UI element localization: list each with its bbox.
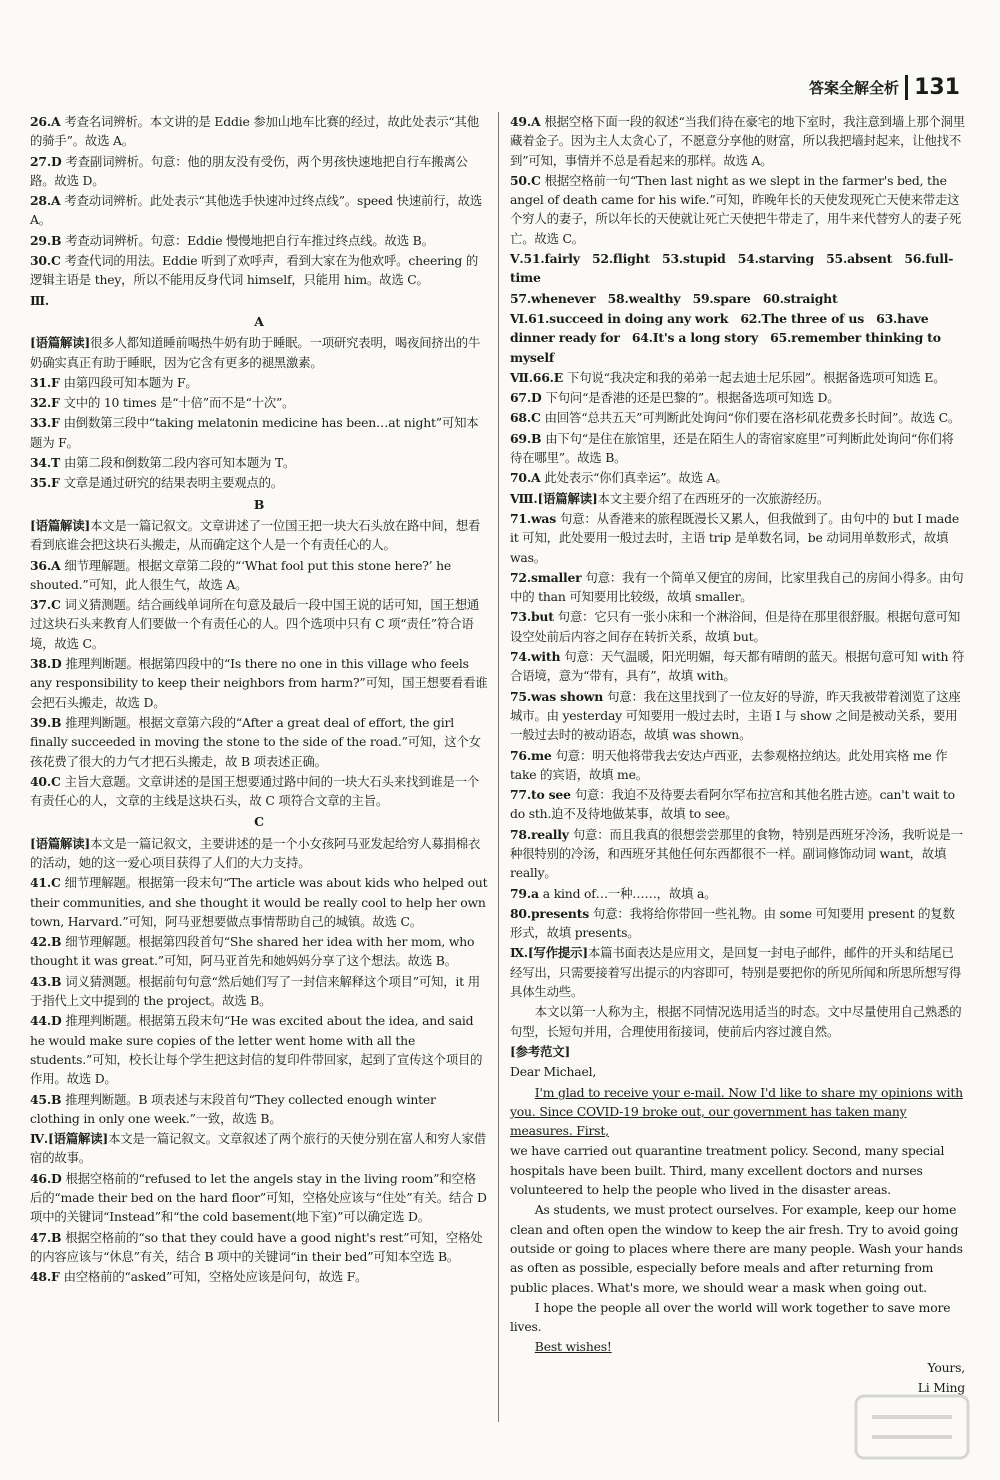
question-number: 37.C: [30, 597, 61, 613]
answer-entry: [30, 713, 488, 771]
passage-label: A: [254, 313, 264, 329]
answer-entry: [30, 873, 488, 931]
question-number: 47.B: [30, 1229, 62, 1245]
answer-entry: [510, 746, 965, 785]
question-number: 38.D: [30, 656, 62, 672]
answer-entry: [510, 509, 965, 567]
answer-entry: [30, 191, 488, 230]
summary-tag: [语篇解读]: [30, 517, 91, 533]
question-number: Ⅶ.66.E: [510, 369, 564, 385]
answer-explanation: 句意：天气温暖，阳光明媚，每天都有晴朗的蓝天。根据句意可知 with 符合语境，意为“带有，具有”，故填 with。: [510, 649, 965, 684]
answer-explanation: 由回答“总共五天”可判断此处询问“你们要在洛杉矶花费多长时间”。故选 C。: [544, 410, 961, 426]
answer-explanation: 根据空格前的“so that they could have a good night's rest”可知，空格处的内容应该与“休息”有关，结合 B 项中的关键词“in their bed”可知本空选 B。: [30, 1229, 483, 1264]
answer-explanation: 句意：我将给你带回一些礼物。由 some 可知要用 present 的复数形式，故填 presents。: [510, 905, 955, 941]
page-number: 131: [905, 75, 960, 100]
question-number: 32.F: [30, 395, 60, 411]
answer-entry: [510, 607, 965, 646]
summary-text: 本文是一篇记叙文。文章讲述了一位国王把一块大石头放在路中间，想看看到底谁会把这块石头搬走，从而确定这个人是一个有责任心的人。: [30, 517, 481, 553]
question-number: 40.C: [30, 773, 61, 789]
answer-entry: [510, 884, 965, 903]
essay-paragraph: As students, we must protect ourselves. For example, keep our home clean and often open the window to keep the air fresh. Try to avoid going outside or going to places where there are many people. Wash your hands as often as possible, especially before meals and after returning from public places. What's more, we should wear a mask when going out.: [510, 1202, 963, 1295]
question-number: 35.F: [30, 475, 60, 491]
passage-summary: [510, 943, 965, 1001]
question-number: 67.D: [510, 390, 542, 406]
question-number: 75.was shown: [510, 688, 604, 704]
answer-entry: [30, 473, 488, 492]
answer-explanation: 由倒数第三段中“taking melatonin medicine has been…at night”可知本题为 F。: [30, 415, 479, 450]
answer-explanation: 考查代词的用法。Eddie 听到了欢呼声，看到大家在为他欢呼。cheering 的逻辑主语是 they，所以不能用反身代词 himself，只能用 him。故选 C。: [30, 253, 479, 288]
question-number: 72.smaller: [510, 569, 582, 585]
answer-entry: [30, 1011, 488, 1088]
answer-entry: [510, 647, 965, 686]
answer-entry: [30, 373, 488, 392]
answer-explanation: 由第二段和倒数第二段内容可知本题为 T。: [63, 455, 296, 471]
question-number: 41.C: [30, 875, 61, 891]
summary-text: 很多人都知道睡前喝热牛奶有助于睡眠。一项研究表明，喝夜间挤出的牛奶确实真正有助于睡眠，因为它含有更多的褪黑激素。: [30, 335, 481, 370]
answer-entry: [30, 231, 488, 250]
answer-entry: [510, 825, 965, 883]
answer-explanation: 由第四段可知本题为 F。: [63, 374, 198, 390]
answer-explanation: 推理判断题。B 项表述与末段首句“They collected enough winter clothing in only one week.”一致，故选 B。: [30, 1091, 436, 1126]
question-number: 45.B: [30, 1091, 62, 1107]
summary-tag: [语篇解读]: [30, 335, 91, 351]
answer-entry: [510, 171, 965, 248]
essay-closing: Best wishes!: [534, 1339, 612, 1355]
summary-text: 本文是一篇记叙文。文章叙述了两个旅行的天使分别在富人和穷人家借宿的故事。: [30, 1131, 486, 1166]
essay-paragraph: I'm glad to receive your e-mail. Now I'd like to share my opinions with you. Since COVID-19 broke out, our government has taken many measures. First,: [510, 1084, 963, 1139]
answer-entry: [30, 556, 488, 595]
question-number: 48.F: [30, 1269, 60, 1285]
section-line: [参考范文]: [510, 1043, 571, 1059]
summary-text: 本文是一篇记叙文，主要讲述的是一个小女孩阿马亚发起给穷人募捐棉衣的活动，她的这一爱心项目获得了人们的大力支持。: [30, 835, 481, 870]
answer-explanation: 推理判断题。根据第四段中的“Is there no one in this village who feels any responsibility to keep their neighbors from harm?”可知，国王想要看看谁会把石头搬走，故选 D。: [30, 656, 488, 710]
answer-explanation: 句意：而且我真的很想尝尝那里的食物，特别是西班牙冷汤，我听说是一种很特别的冷汤，和西班牙其他任何东西都很不一样。副词修饰动词 want，故填 really。: [510, 826, 963, 881]
question-number: 34.T: [30, 455, 60, 471]
answer-explanation: 细节理解题。根据第四段首句“She shared her idea with her mom, who thought it was great.”可知，阿马亚首先和她妈妈分享了这个想法。故选 B。: [30, 934, 475, 969]
question-number: 73.but: [510, 609, 554, 625]
question-number: 71.was: [510, 510, 557, 526]
question-number: 26.A: [30, 114, 61, 129]
answer-explanation: 根据空格前的“refused to let the angels stay in the living room”和空格后的“made their bed on the hard floor”可知，空格处应该与“住处”有关。结合 D 项中的关键词“Instead”和“the cold basement(地下室)”可以确定选 D。: [30, 1170, 487, 1225]
answer-explanation: 此处表示“你们真幸运”。故选 A。: [544, 470, 728, 486]
section-line: Ⅵ.61.succeed in doing any work 62.The three of us 63.have dinner ready for 64.It's a long story 65.remember thinking to myself: [510, 310, 941, 365]
answer-entry: [30, 1267, 488, 1286]
answer-explanation: a kind of…一种……，故填 a。: [542, 885, 717, 901]
passage-summary: [30, 834, 488, 873]
answer-explanation: 句意：我在这里找到了一位友好的导游，昨天我被带着浏览了这座城市。由 yesterday 可知要用一般过去时，主语 I 与 show 之间是被动关系，要用一般过去时的被动语态，故填 was shown。: [510, 688, 961, 743]
question-number: 28.A: [30, 193, 61, 209]
answer-entry: [30, 393, 488, 412]
summary-tag: Ⅷ.[语篇解读]: [510, 490, 598, 506]
answer-entry: [510, 785, 965, 824]
answer-explanation: 句意：我有一个简单又便宜的房间，比家里我自己的房间小得多。由句中的 than 可知要用比较级，故填 smaller。: [510, 569, 964, 605]
answer-explanation: 文中的 10 times 是“十倍”而不是“十次”。: [63, 395, 295, 411]
answer-entry: [30, 1228, 488, 1267]
answer-entry: [510, 112, 965, 170]
passage-label: C: [254, 814, 264, 830]
question-number: 70.A: [510, 470, 541, 486]
answer-explanation: 词义猜测题。结合画线单词所在句意及最后一段中国王说的话可知，国王想通过这块石头来教育人们要做一个有责任心的人。四个选项中只有 C 项“责任”符合语境，故选 C。: [30, 597, 480, 651]
section-line: Ⅴ.51.fairly 52.flight 53.stupid 54.starving 55.absent 56.full-time: [510, 251, 954, 286]
question-number: 31.F: [30, 374, 60, 390]
answer-entry: [30, 112, 488, 151]
answer-explanation: 词义猜测题。根据前句句意“然后她们写了一封信来解释这个项目”可知，it 用于指代上文中提到的 the project。故选 B。: [30, 973, 480, 1009]
summary-text: 本篇书面表达是应用文，是回复一封电子邮件，邮件的开头和结尾已经写出，只需要接着写出提示的内容即可，特别是要把你的所见所闻和所思所想写得具体生动些。: [510, 945, 962, 1000]
question-number: 46.D: [30, 1170, 62, 1186]
page-header: [809, 72, 960, 102]
watermark-logo: [852, 1392, 972, 1462]
question-number: 43.B: [30, 973, 62, 989]
section-line: 57.whenever 58.wealthy 59.spare 60.straight: [510, 290, 838, 306]
answer-entry: [510, 568, 965, 607]
passage-summary: [510, 489, 965, 508]
answer-explanation: 根据空格下面一段的叙述“当我们待在豪宅的地下室时，我注意到墙上那个洞里藏着金子。因为主人太贪心了，不愿意分享他的财富，所以我把墙封起来，让他找不到”可知，事情并不总是看起来的那样。故选 A。: [510, 114, 965, 168]
summary-tag: [语篇解读]: [30, 835, 91, 851]
answer-explanation: 由空格前的“asked”可知，空格处应该是问句，故选 F。: [63, 1269, 368, 1285]
passage-summary: [30, 516, 488, 555]
answer-explanation: 考查动词辨析。句意：Eddie 慢慢地把自行车推过终点线。故选 B。: [65, 232, 434, 248]
question-number: 68.C: [510, 410, 541, 426]
answer-entry: [30, 932, 488, 971]
writing-tip: 本文以第一人称为主，根据不同情况选用适当的时态。文中尽量使用自己熟悉的句型，长短句并用，合理使用衔接词，使前后内容过渡自然。: [510, 1004, 962, 1039]
answer-explanation: 推理判断题。根据第五段末句“He was excited about the idea, and said he would make sure copies of the letter went home with all the students.”可知，校长让每个学生把这封信的复印件带回家，起到了宣传这个项目的作用。故选 D。: [30, 1013, 483, 1087]
answer-explanation: 主旨大意题。文章讲述的是国王想要通过路中间的一块大石头来找到谁是一个有责任心的人，文章的主线是这块石头，故 C 项符合文章的主旨。: [30, 773, 480, 809]
question-number: 36.A: [30, 557, 61, 573]
question-number: 42.B: [30, 934, 62, 950]
answer-explanation: 下句说“我决定和我的弟弟一起去迪士尼乐园”。根据备选项可知选 E。: [567, 369, 946, 385]
answer-entry: [30, 1169, 488, 1227]
section-line: Ⅲ.: [30, 292, 50, 308]
question-number: 49.A: [510, 114, 541, 129]
header-title: 答案全解全析: [809, 78, 900, 97]
question-number: 74.with: [510, 649, 561, 665]
answer-explanation: 句意：它只有一张小床和一个淋浴间，但是待在那里很舒服。根据句意可知设空处前后内容之间存在转折关系，故填 but。: [510, 609, 961, 644]
answer-explanation: 文章是通过研究的结果表明主要观点的。: [63, 475, 283, 491]
answer-entry: [510, 904, 965, 943]
essay-paragraph: I hope the people all over the world will work together to save more lives.: [510, 1299, 951, 1335]
essay-signature: Yours,: [927, 1359, 965, 1375]
answer-entry: [510, 408, 965, 427]
question-number: 27.D: [30, 153, 62, 169]
question-number: 39.B: [30, 714, 62, 730]
answer-explanation: 根据空格前一句“Then last night as we slept in the farmer's bed, the angel of death came for his wife.”可知，昨晚年长的天使发现死亡天使来带走这个穷人的妻子，所以年长的天使就让死亡天使把牛带走了，用牛来代替穷人的妻子死亡。故选 C。: [510, 172, 962, 246]
answer-entry: [30, 1090, 488, 1129]
left-column: [30, 112, 488, 1288]
answer-entry: [30, 152, 488, 191]
question-number: 30.C: [30, 253, 61, 269]
answer-explanation: 细节理解题。根据文章第二段的“‘What fool put this stone here?’ he shouted.”可知，此人很生气，故选 A。: [30, 557, 452, 592]
answer-explanation: 句意：我迫不及待要去看阿尔罕布拉宫和其他名胜古迹。can't wait to do sth.迫不及待地做某事，故填 to see。: [510, 787, 955, 822]
question-number: 80.presents: [510, 905, 589, 921]
question-number: 78.really: [510, 826, 569, 842]
answer-explanation: 考查名词辨析。本文讲的是 Eddie 参加山地车比赛的经过，故此处表示“其他的骑手”。故选 A。: [30, 114, 479, 149]
answer-entry: [510, 429, 965, 468]
answer-entry: [510, 388, 965, 407]
answer-explanation: 句意：明天他将带我去安达卢西亚，去参观格拉纳达。此处用宾格 me 作 take 的宾语，故填 me。: [510, 747, 948, 782]
answer-explanation: 推理判断题。根据文章第六段的“After a great deal of effort, the girl finally succeeded in moving the stone to the side of the road.”可知，这个女孩花费了很大的力气才把石头搬走，故 B 项表述正确。: [30, 714, 481, 769]
passage-summary: [30, 1129, 488, 1168]
essay-greeting: we have carried out quarantine treatment policy. Second, many special hospitals have been built. Third, many excellent doctors and nurses volunteered to help the people who lived in the disaster areas.: [510, 1143, 945, 1198]
passage-summary: [30, 333, 488, 372]
question-number: 79.a: [510, 885, 539, 901]
answer-explanation: 下句问“是香港的还是巴黎的”。根据备选项可知选 D。: [545, 390, 840, 406]
right-column: [510, 112, 965, 1398]
essay-signature: Li Ming: [917, 1380, 965, 1395]
answer-entry: [30, 251, 488, 290]
answer-explanation: 考查动词辨析。此处表示“其他选手快速冲过终点线”。speed 快速前行，故选 A。: [30, 193, 482, 228]
answer-entry: [30, 772, 488, 811]
question-number: 33.F: [30, 415, 60, 431]
answer-entry: [30, 453, 488, 472]
summary-tag: Ⅸ.[写作提示]: [510, 945, 588, 961]
answer-entry: [510, 468, 965, 487]
answer-explanation: 细节理解题。根据第一段末句“The article was about kids who helped out their communities, and she thought it would be really cool to help her own town, Harvard.”可知，阿马亚想要做点事情帮助自己的城镇。故选 C。: [30, 875, 488, 929]
question-number: 50.C: [510, 172, 541, 188]
summary-tag: Ⅳ.[语篇解读]: [30, 1131, 109, 1147]
question-number: 69.B: [510, 430, 542, 446]
summary-text: 本文主要介绍了在西班牙的一次旅游经历。: [597, 490, 830, 506]
answer-entry: [30, 413, 488, 452]
passage-label: B: [253, 496, 265, 512]
answer-entry: [510, 368, 965, 387]
question-number: 76.me: [510, 747, 552, 763]
answer-entry: [30, 972, 488, 1011]
question-number: 29.B: [30, 232, 62, 248]
answer-entry: [510, 687, 965, 745]
answer-entry: [30, 654, 488, 712]
column-divider: [498, 112, 499, 1422]
answer-explanation: 考查副词辨析。句意：他的朋友没有受伤，两个男孩快速地把自行车搬离公路。故选 D。: [30, 153, 468, 188]
answer-entry: [30, 595, 488, 653]
essay-greeting: Dear Michael,: [510, 1064, 597, 1080]
answer-explanation: 句意：从香港来的旅程既漫长又累人，但我做到了。由句中的 but I made it 可知，此处要用一般过去时，主语 trip 是单数名词，be 动词用单数形式，故填 was。: [510, 510, 959, 565]
question-number: 44.D: [30, 1013, 62, 1029]
question-number: 77.to see: [510, 787, 571, 803]
answer-explanation: 由下句“是住在旅馆里，还是在陌生人的寄宿家庭里”可判断此处询问“你们将待在哪里”。故选 B。: [510, 430, 954, 466]
